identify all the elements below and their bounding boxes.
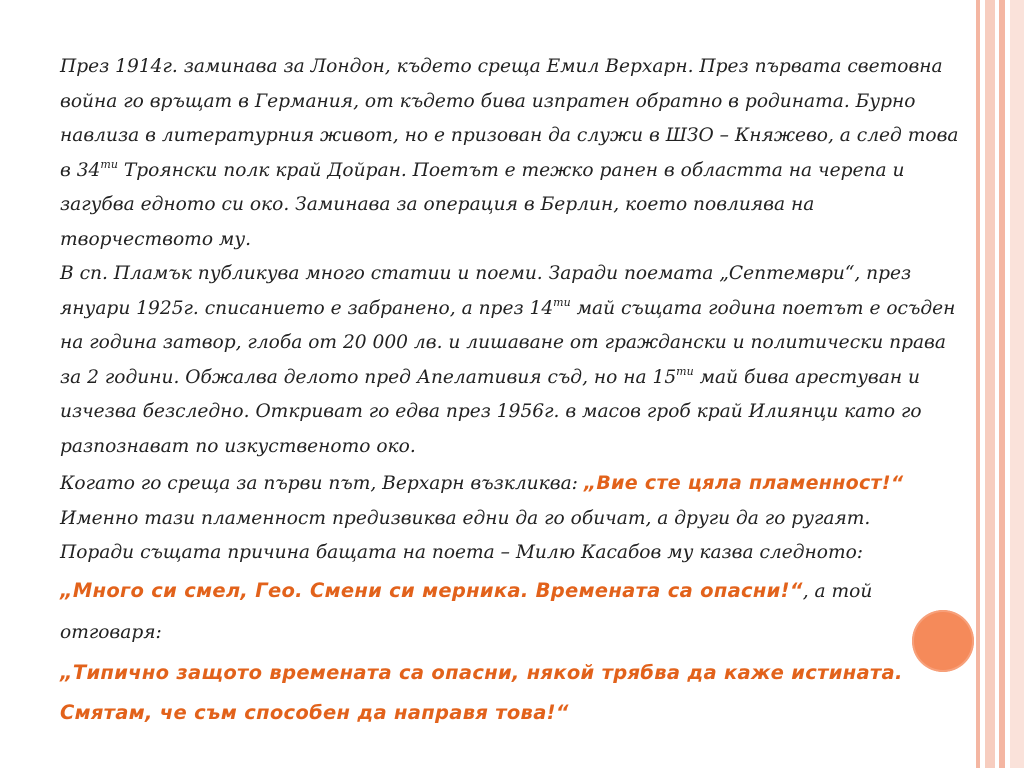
text-segment: май същата година поетът е осъден на година затвор, глоба от 20 000 лв. и лишаване от граждански и политически права за 2 години. Обжалва делото пред Апелативия съд, но на 15: [60, 297, 956, 388]
slide-body-text: [60, 50, 965, 733]
paragraph-father-and-reply: [60, 571, 965, 733]
text-segment: Именно тази пламенност предизвиква едни да го обичат, а други да го ругаят.: [60, 507, 871, 529]
text-segment: , а той отговаря:: [60, 580, 873, 643]
decorative-border-stripe: [985, 0, 995, 768]
paragraph-plamak-and-arrest: [60, 257, 965, 464]
decorative-border-stripe: [976, 0, 980, 768]
paragraph-verhaeren-quote: [60, 466, 965, 571]
text-segment: май бива арестуван и изчезва безследно. Откриват го едва през 1956г. в масов гроб край Илиянци като го разпознават по изкуственото око.: [60, 366, 922, 457]
geo-reply-quote: „Типично защото времената са опасни, някой трябва да каже истината. Смятам, че съм способен да направя това!“: [60, 660, 903, 724]
text-segment: Троянски полк край Дойран. Поетът е тежко ранен в областта на черепа и загубва едното си око. Заминава за операция в Берлин, което повлиява на творчеството му.: [60, 159, 905, 250]
decorative-border-stripe: [999, 0, 1005, 768]
text-segment: Когато го среща за първи път, Верхарн възкликва:: [60, 473, 584, 494]
verhaeren-quote: „Вие сте цяла пламенност!“: [583, 472, 904, 494]
paragraph-london-and-war: [60, 50, 965, 257]
text-segment: В сп. Пламък публикува много статии и поеми. Заради поемата „Септември“, през януари 1925г. списанието е забранено, а през 14: [60, 263, 912, 319]
ordinal-superscript: ти: [100, 157, 118, 171]
ordinal-superscript: ти: [553, 295, 571, 309]
decorative-border-stripe: [1010, 0, 1024, 768]
text-segment: През 1914г. заминава за Лондон, където среща Емил Верхарн. През първата световна война го връщат в Германия, от където бива изпратен обратно в родината. Бурно навлиза в литературния живот, но е призован да служи в ШЗО – Княжево, а след това в 34: [60, 56, 959, 181]
text-segment: Поради същата причина бащата на поета – Милю Касабов му казва следното:: [60, 542, 864, 563]
father-quote: „Много си смел, Гео. Смени си мерника. Времената са опасни!“: [60, 578, 803, 602]
ordinal-superscript: ти: [676, 364, 694, 378]
